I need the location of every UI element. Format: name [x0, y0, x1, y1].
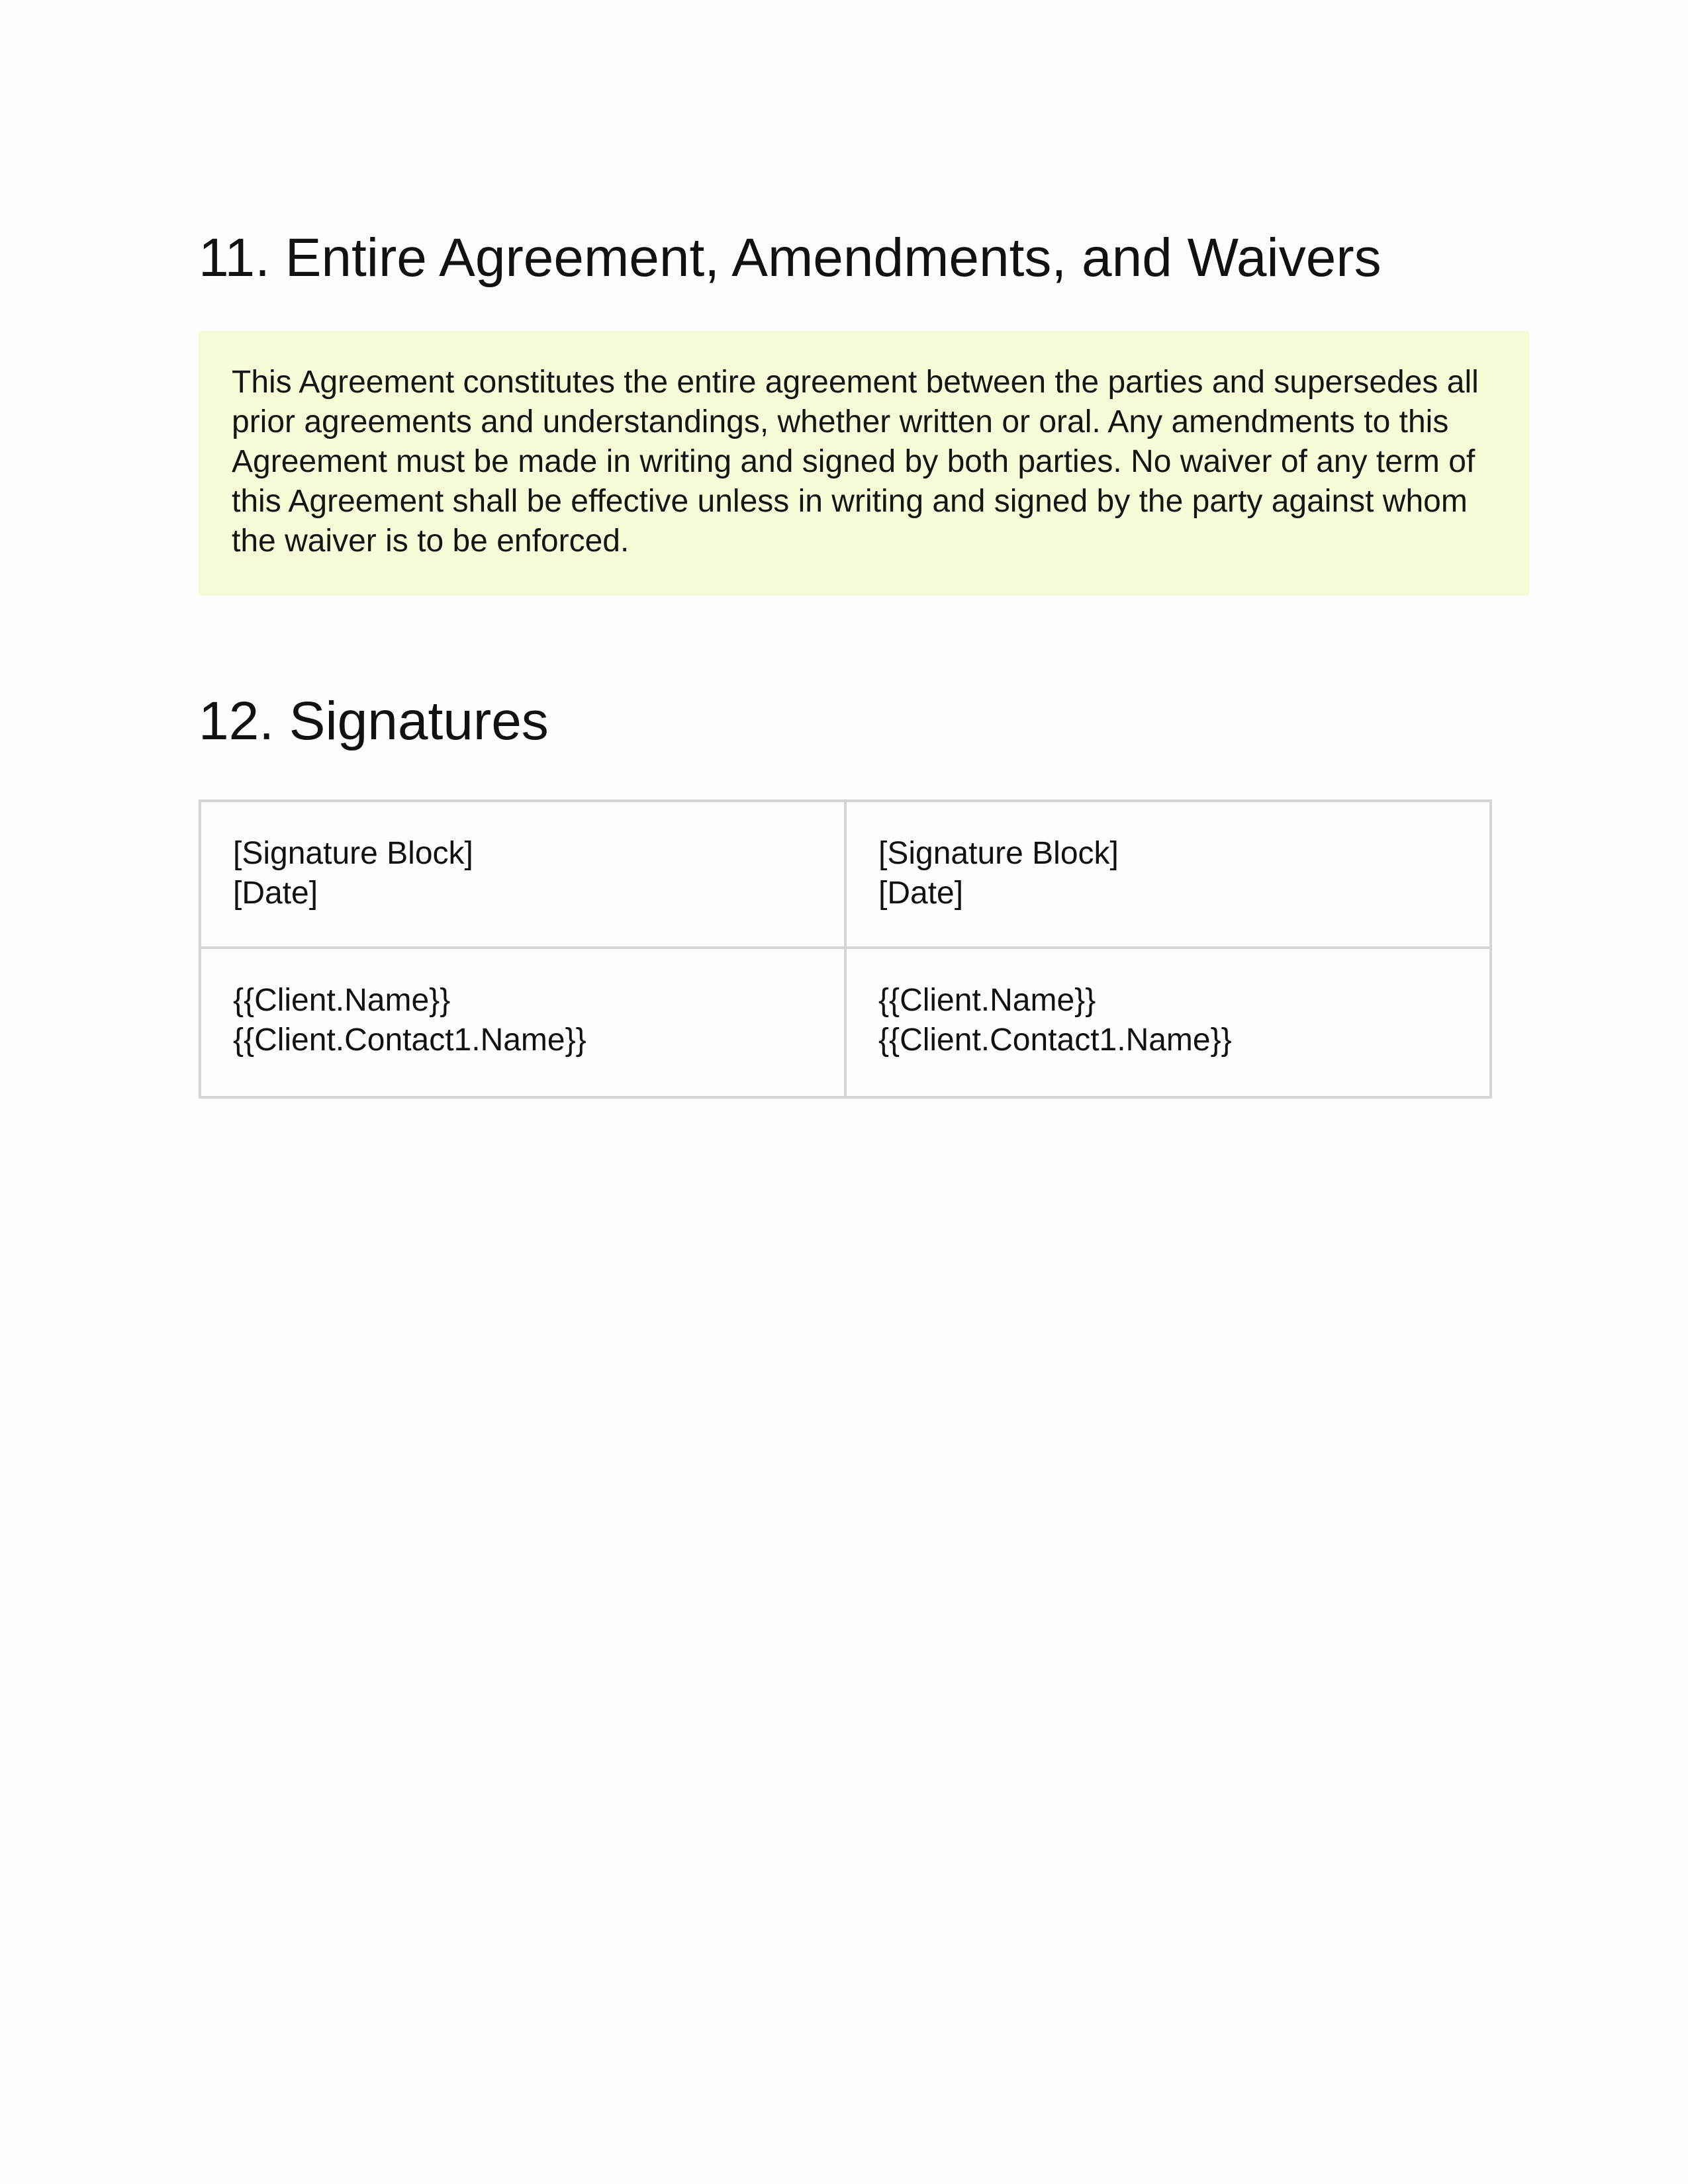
name-row	[200, 948, 1491, 1097]
section-11-heading: 11. Entire Agreement, Amendments, and Waivers	[199, 228, 1382, 288]
signatures-table	[199, 799, 1492, 1099]
name-cell-left	[200, 948, 845, 1097]
date-placeholder: [Date]	[878, 876, 964, 911]
signature-cell-left	[200, 801, 845, 948]
contact-name-placeholder: {{Client.Contact1.Name}}	[233, 1023, 586, 1058]
signature-block-placeholder: [Signature Block]	[878, 836, 1119, 871]
name-cell-right	[845, 948, 1491, 1097]
client-name-placeholder: {{Client.Name}}	[878, 983, 1096, 1018]
entire-agreement-text: This Agreement constitutes the entire agreement between the parties and supersedes all prior agreements and understandings, whether written or oral. Any amendments to this Agreement must be made in writing and signed by both parties. No waiver of any term of this Agreement shall be effective unless in writing and signed by the party against whom the waiver is to be enforced.	[232, 365, 1479, 559]
signature-block-placeholder: [Signature Block]	[233, 836, 473, 871]
entire-agreement-callout	[199, 331, 1529, 596]
section-12-heading: 12. Signatures	[199, 691, 549, 751]
client-name-placeholder: {{Client.Name}}	[233, 983, 451, 1018]
contact-name-placeholder: {{Client.Contact1.Name}}	[878, 1023, 1232, 1058]
signature-row	[200, 801, 1491, 948]
date-placeholder: [Date]	[233, 876, 318, 911]
signature-cell-right	[845, 801, 1491, 948]
